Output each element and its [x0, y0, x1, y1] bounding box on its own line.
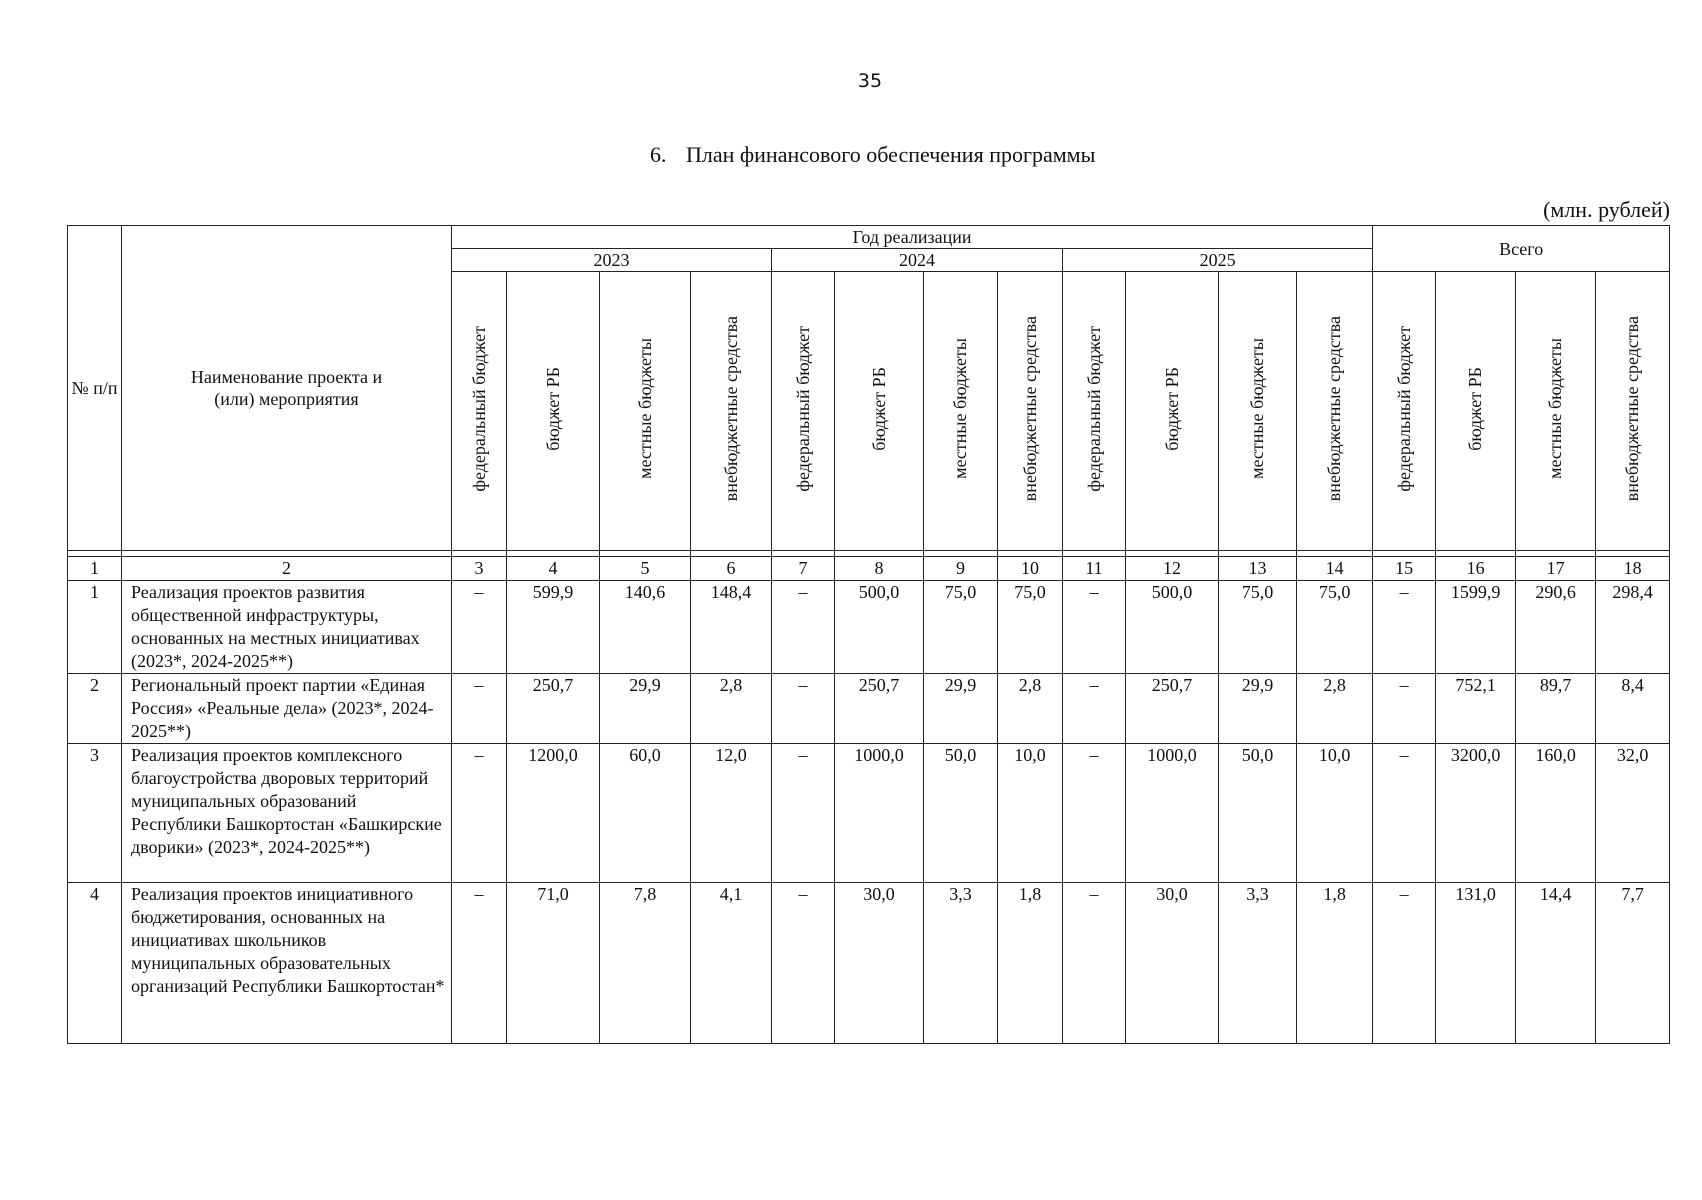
column-index: 6	[691, 557, 772, 581]
column-index: 2	[122, 557, 452, 581]
column-index-row	[68, 557, 1670, 581]
section-number: 6.	[650, 142, 667, 167]
value-cell: 3,3	[1219, 883, 1297, 1044]
column-index: 8	[835, 557, 924, 581]
value-cell: 3200,0	[1436, 744, 1516, 883]
financing-plan-table	[67, 225, 1670, 1044]
row-name: Региональный проект партии «Единая Россия» «Реальные дела» (2023*, 2024-2025**)	[122, 674, 452, 744]
header-subcolumn-label: внебюджетные средства	[1324, 315, 1345, 502]
value-cell: 290,6	[1516, 581, 1596, 674]
value-cell: 250,7	[835, 674, 924, 744]
column-index: 9	[924, 557, 998, 581]
value-cell: –	[1063, 883, 1126, 1044]
header-subcolumn	[835, 272, 924, 551]
value-cell: –	[772, 581, 835, 674]
header-subcolumn-label: местные бюджеты	[950, 338, 970, 479]
section-title	[650, 142, 1095, 168]
value-cell: –	[452, 883, 507, 1044]
row-number: 3	[68, 744, 122, 883]
column-index: 14	[1297, 557, 1373, 581]
row-number: 4	[68, 883, 122, 1044]
value-cell: 1599,9	[1436, 581, 1516, 674]
column-index: 10	[998, 557, 1063, 581]
row-name: Реализация проектов развития общественной инфраструктуры, основанных на местных инициативах (2023*, 2024-2025**)	[122, 581, 452, 674]
header-subcolumn-label: федеральный бюджет	[1393, 325, 1414, 492]
column-index: 11	[1063, 557, 1126, 581]
value-cell: 8,4	[1596, 674, 1670, 744]
value-cell: 89,7	[1516, 674, 1596, 744]
value-cell: 148,4	[691, 581, 772, 674]
value-cell: –	[772, 744, 835, 883]
value-cell: 1200,0	[507, 744, 600, 883]
value-cell: –	[772, 883, 835, 1044]
value-cell: –	[1373, 674, 1436, 744]
table-row	[68, 581, 1670, 674]
header-subcolumn	[772, 272, 835, 551]
value-cell: –	[1063, 674, 1126, 744]
column-index: 13	[1219, 557, 1297, 581]
value-cell: 1000,0	[835, 744, 924, 883]
value-cell: 2,8	[1297, 674, 1373, 744]
header-year-2023: 2023	[452, 249, 772, 272]
header-subcolumn	[1126, 272, 1219, 551]
header-subcolumn-label: федеральный бюджет	[1083, 325, 1104, 492]
value-cell: 10,0	[998, 744, 1063, 883]
value-cell: 1000,0	[1126, 744, 1219, 883]
page-number: 35	[857, 70, 883, 92]
header-subcolumn-label: местные бюджеты	[1247, 338, 1267, 479]
table-row	[68, 744, 1670, 883]
units-label: (млн. рублей)	[1543, 197, 1670, 222]
value-cell: 29,9	[1219, 674, 1297, 744]
header-subcolumn-label: бюджет РБ	[542, 366, 563, 451]
header-subcolumn-label: бюджет РБ	[1161, 366, 1182, 451]
header-subcolumn-label: внебюджетные средства	[720, 315, 741, 502]
row-name: Реализация проектов инициативного бюджетирования, основанных на инициативах школьников муниципальных образовательных организаций Республики Башкортостан*	[122, 883, 452, 1044]
value-cell: 7,7	[1596, 883, 1670, 1044]
header-subcolumn-label: бюджет РБ	[868, 366, 889, 451]
value-cell: 4,1	[691, 883, 772, 1044]
table-row	[68, 883, 1670, 1044]
value-cell: 30,0	[835, 883, 924, 1044]
header-subcolumn	[1373, 272, 1436, 551]
column-index: 17	[1516, 557, 1596, 581]
header-subcolumn	[600, 272, 691, 551]
value-cell: 7,8	[600, 883, 691, 1044]
header-subcolumn	[1596, 272, 1670, 551]
value-cell: –	[1373, 744, 1436, 883]
header-subcolumn-label: бюджет РБ	[1465, 366, 1486, 451]
value-cell: 160,0	[1516, 744, 1596, 883]
header-subcolumn-label: внебюджетные средства	[1622, 315, 1643, 502]
value-cell: 10,0	[1297, 744, 1373, 883]
header-subcolumn-label: внебюджетные средства	[1019, 315, 1040, 502]
value-cell: –	[452, 581, 507, 674]
header-subcolumn	[691, 272, 772, 551]
header-year-2024: 2024	[772, 249, 1063, 272]
header-subcolumn	[452, 272, 507, 551]
column-index: 5	[600, 557, 691, 581]
column-index: 4	[507, 557, 600, 581]
value-cell: –	[772, 674, 835, 744]
value-cell: 14,4	[1516, 883, 1596, 1044]
table-row	[68, 674, 1670, 744]
row-name: Реализация проектов комплексного благоустройства дворовых территорий муниципальных образований Республики Башкортостан «Башкирские дворики» (2023*, 2024-2025**)	[122, 744, 452, 883]
value-cell: 30,0	[1126, 883, 1219, 1044]
header-total: Всего	[1373, 226, 1670, 272]
header-subcolumn-label: местные бюджеты	[634, 338, 655, 479]
value-cell: –	[1063, 744, 1126, 883]
value-cell: 29,9	[600, 674, 691, 744]
value-cell: 500,0	[835, 581, 924, 674]
column-index: 3	[452, 557, 507, 581]
value-cell: 32,0	[1596, 744, 1670, 883]
header-subcolumn	[924, 272, 998, 551]
header-subcolumn-label: федеральный бюджет	[468, 325, 489, 492]
value-cell: –	[452, 744, 507, 883]
column-index: 18	[1596, 557, 1670, 581]
value-cell: 3,3	[924, 883, 998, 1044]
column-index: 12	[1126, 557, 1219, 581]
column-index: 1	[68, 557, 122, 581]
header-subcolumn	[1516, 272, 1596, 551]
value-cell: 140,6	[600, 581, 691, 674]
header-subcolumn	[507, 272, 600, 551]
table-body	[68, 551, 1670, 1044]
column-index: 15	[1373, 557, 1436, 581]
value-cell: 298,4	[1596, 581, 1670, 674]
value-cell: 250,7	[507, 674, 600, 744]
value-cell: 599,9	[507, 581, 600, 674]
value-cell: 29,9	[924, 674, 998, 744]
value-cell: 131,0	[1436, 883, 1516, 1044]
row-number: 1	[68, 581, 122, 674]
header-subcolumn	[1063, 272, 1126, 551]
row-number: 2	[68, 674, 122, 744]
value-cell: 2,8	[691, 674, 772, 744]
value-cell: 75,0	[924, 581, 998, 674]
header-subcolumn	[1436, 272, 1516, 551]
value-cell: 75,0	[1219, 581, 1297, 674]
column-index: 16	[1436, 557, 1516, 581]
value-cell: 75,0	[1297, 581, 1373, 674]
header-year-group: Год реализации	[452, 226, 1373, 249]
header-subcolumn-label: федеральный бюджет	[792, 325, 813, 492]
header-no: № п/п	[68, 226, 122, 551]
header-subcolumn	[998, 272, 1063, 551]
value-cell: 75,0	[998, 581, 1063, 674]
value-cell: 500,0	[1126, 581, 1219, 674]
value-cell: 1,8	[1297, 883, 1373, 1044]
column-index: 7	[772, 557, 835, 581]
header-subcolumn-label: местные бюджеты	[1545, 338, 1566, 479]
header-year-2025: 2025	[1063, 249, 1373, 272]
header-subcolumn	[1219, 272, 1297, 551]
value-cell: 50,0	[924, 744, 998, 883]
value-cell: 250,7	[1126, 674, 1219, 744]
value-cell: –	[1373, 883, 1436, 1044]
value-cell: 2,8	[998, 674, 1063, 744]
value-cell: 752,1	[1436, 674, 1516, 744]
value-cell: 60,0	[600, 744, 691, 883]
section-title-text: План финансового обеспечения программы	[686, 142, 1096, 167]
header-subcolumn	[1297, 272, 1373, 551]
value-cell: 50,0	[1219, 744, 1297, 883]
header-name: Наименование проекта и (или) мероприятия	[122, 226, 452, 551]
value-cell: 12,0	[691, 744, 772, 883]
value-cell: –	[452, 674, 507, 744]
value-cell: 71,0	[507, 883, 600, 1044]
value-cell: –	[1063, 581, 1126, 674]
value-cell: –	[1373, 581, 1436, 674]
value-cell: 1,8	[998, 883, 1063, 1044]
